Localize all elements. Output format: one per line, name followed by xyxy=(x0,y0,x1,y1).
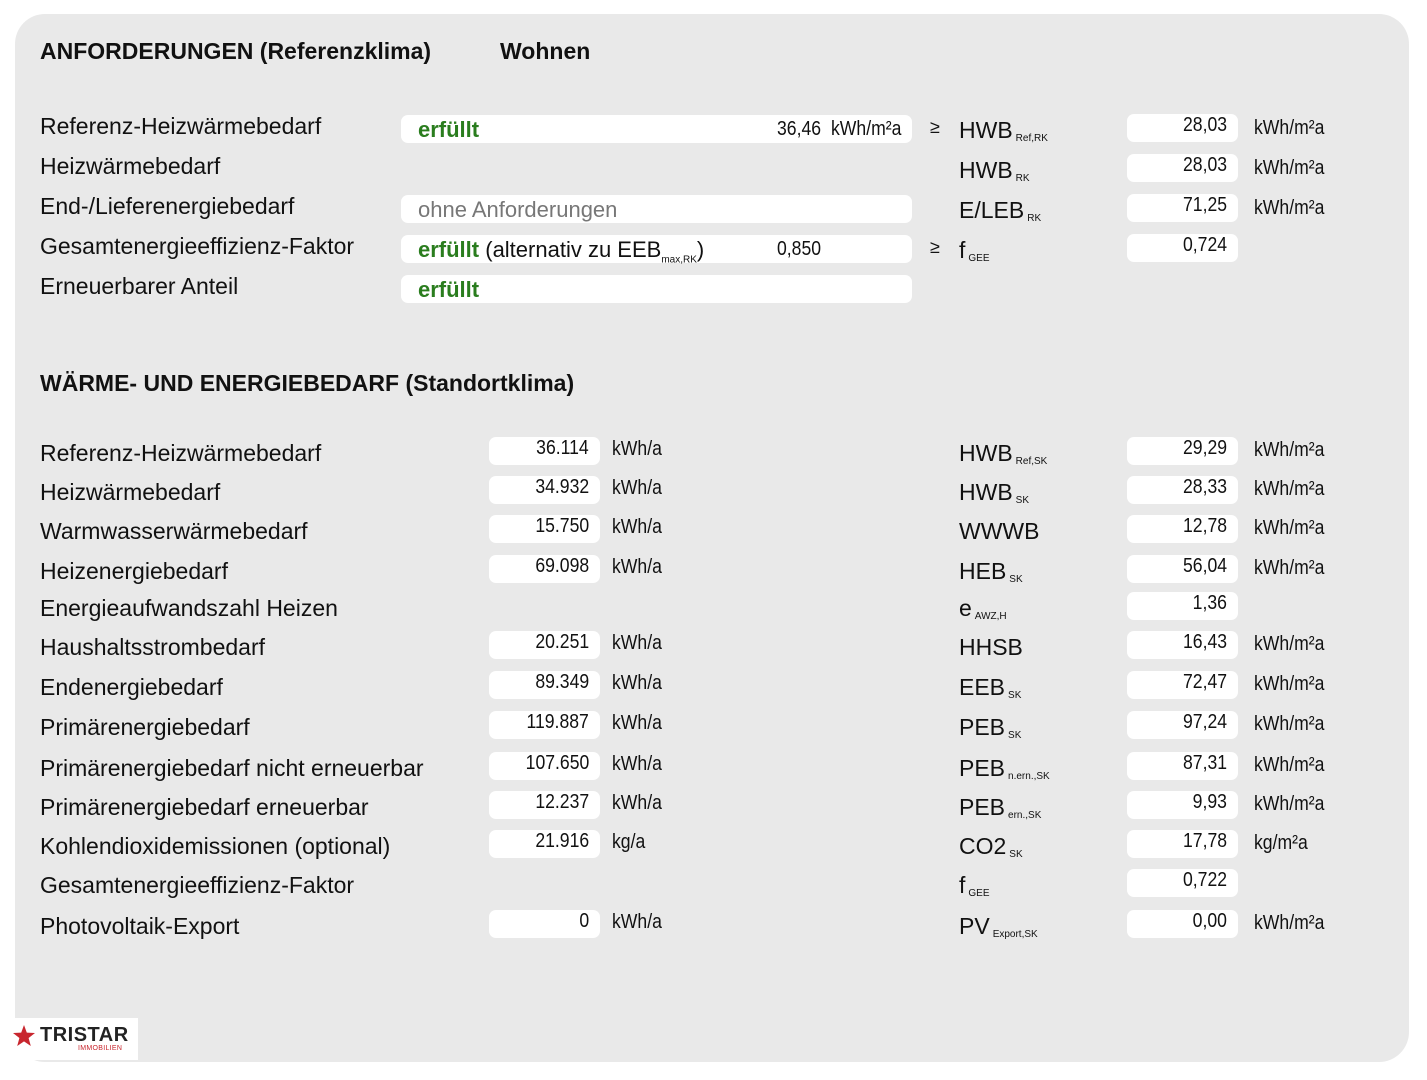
symbol: f $_{GEE}$ xyxy=(959,237,990,264)
symbol: HWB $_{Ref,RK}$ xyxy=(959,117,1048,144)
status-box xyxy=(401,115,912,143)
value-unit: kWh/m²a xyxy=(1254,517,1325,539)
absolute-value: 69.098 xyxy=(535,555,589,577)
status-extra: (alternativ zu EEB xyxy=(479,237,662,262)
value-box xyxy=(1127,711,1238,739)
value-unit: kWh/m²a xyxy=(1254,673,1325,695)
symbol-subscript: SK xyxy=(1009,574,1023,585)
symbol-subscript: Ref,RK xyxy=(1015,133,1048,144)
value-unit: kWh/m²a xyxy=(1254,912,1325,934)
symbol-subscript: SK xyxy=(1009,849,1023,860)
value: 71,25 xyxy=(1182,194,1227,216)
value-box xyxy=(1127,910,1238,938)
value: 16,43 xyxy=(1182,631,1227,653)
status-box xyxy=(401,235,912,266)
absolute-value: 119.887 xyxy=(526,711,589,733)
value-unit: kWh/m²a xyxy=(1254,633,1325,655)
value-unit: kg/m²a xyxy=(1254,832,1308,854)
symbol-subscript: GEE xyxy=(968,253,990,264)
symbol: HWB $_{RK}$ xyxy=(959,157,1030,184)
value-unit: kWh/m²a xyxy=(1254,117,1325,139)
absolute-unit: kWh/a xyxy=(612,632,662,654)
symbol-subscript: SK xyxy=(1008,730,1022,741)
value-box xyxy=(1127,234,1238,262)
section2-title: WÄRME- UND ENERGIEBEDARF (Standortklima) xyxy=(40,370,575,396)
symbol: E/LEB $_{RK}$ xyxy=(959,197,1042,224)
row-label: Heizwärmebedarf xyxy=(40,479,221,505)
value-unit: kWh/m²a xyxy=(1254,478,1325,500)
row-label: Heizwärmebedarf xyxy=(40,153,221,179)
row-label: Warmwasserwärmebedarf xyxy=(40,518,308,544)
value-box xyxy=(1127,437,1238,465)
value-box xyxy=(1127,194,1238,222)
value-box xyxy=(1127,631,1238,659)
comparison: ≥ xyxy=(930,117,940,137)
absolute-box xyxy=(489,555,600,583)
value: 0,722 xyxy=(1182,869,1227,891)
absolute-unit: kWh/a xyxy=(612,477,662,499)
absolute-value: 15.750 xyxy=(535,515,589,537)
symbol: HEB $_{SK}$ xyxy=(959,558,1023,585)
value-box xyxy=(1127,869,1238,897)
value: 97,24 xyxy=(1182,711,1227,733)
row-label: Photovoltaik-Export xyxy=(40,913,240,939)
row-label: Energieaufwandszahl Heizen xyxy=(40,595,338,621)
star-logo-icon xyxy=(12,1024,36,1048)
absolute-unit: kWh/a xyxy=(612,516,662,538)
symbol-subscript: Export,SK xyxy=(992,929,1038,940)
symbol: e $_{AWZ,H}$ xyxy=(959,595,1007,622)
status-none: ohne Anforderungen xyxy=(418,197,618,222)
value-unit: kWh/m²a xyxy=(1254,439,1325,461)
status-ok: erfüllt xyxy=(418,117,480,142)
absolute-unit: kWh/a xyxy=(612,911,662,933)
status-box xyxy=(401,195,912,223)
absolute-box xyxy=(489,437,600,465)
absolute-box xyxy=(489,515,600,543)
usage-label: Wohnen xyxy=(500,38,591,64)
value-box xyxy=(1127,476,1238,504)
value-unit: kWh/m²a xyxy=(1254,557,1325,579)
value: 1,36 xyxy=(1192,592,1227,614)
absolute-box xyxy=(489,671,600,699)
row-label: Haushaltsstrombedarf xyxy=(40,634,265,660)
symbol-subscript: SK xyxy=(1008,690,1022,701)
value-box xyxy=(1127,830,1238,858)
value: 56,04 xyxy=(1182,555,1227,577)
limit-unit: kWh/m²a xyxy=(831,118,902,140)
row-label: Gesamtenergieeffizienz-Faktor xyxy=(40,233,355,259)
symbol-subscript: RK xyxy=(1015,173,1030,184)
symbol-subscript: RK xyxy=(1027,213,1042,224)
value: 0,724 xyxy=(1182,234,1227,256)
row-label: Primärenergiebedarf erneuerbar xyxy=(40,794,369,820)
symbol: CO2 $_{SK}$ xyxy=(959,833,1023,860)
comparison: ≥ xyxy=(930,237,940,257)
absolute-unit: kg/a xyxy=(612,831,646,853)
symbol-subscript: n.ern.,SK xyxy=(1008,771,1050,782)
absolute-value: 36.114 xyxy=(536,437,589,459)
status-text xyxy=(418,117,479,143)
absolute-unit: kWh/a xyxy=(612,556,662,578)
row-label: Referenz-Heizwärmebedarf xyxy=(40,440,322,466)
status-ok: erfüllt xyxy=(418,237,480,262)
row-label: Referenz-Heizwärmebedarf xyxy=(40,113,322,139)
status-subscript: max,RK xyxy=(661,254,697,266)
status-ok: erfüllt xyxy=(418,277,480,302)
symbol-subscript: ern.,SK xyxy=(1008,810,1042,821)
symbol: PEB $_{SK}$ xyxy=(959,714,1022,741)
value: 0,00 xyxy=(1192,910,1227,932)
status-text xyxy=(418,197,617,223)
logo-tag: IMMOBILIEN xyxy=(78,1045,123,1052)
value-box xyxy=(1127,515,1238,543)
absolute-box xyxy=(489,752,600,780)
symbol: HWB $_{Ref,SK}$ xyxy=(959,440,1048,467)
logo-brand: TRISTAR xyxy=(40,1024,129,1046)
value-unit: kWh/m²a xyxy=(1254,713,1325,735)
status-close: ) xyxy=(696,237,705,262)
absolute-box xyxy=(489,791,600,819)
absolute-unit: kWh/a xyxy=(612,753,662,775)
row-label: Gesamtenergieeffizienz-Faktor xyxy=(40,872,355,898)
symbol: PEB $_{ern.,SK}$ xyxy=(959,794,1042,821)
value-box xyxy=(1127,592,1238,620)
absolute-box xyxy=(489,631,600,659)
row-label: Primärenergiebedarf nicht erneuerbar xyxy=(40,755,424,781)
absolute-unit: kWh/a xyxy=(612,792,662,814)
absolute-box xyxy=(489,476,600,504)
value: 72,47 xyxy=(1182,671,1227,693)
value-unit: kWh/m²a xyxy=(1254,793,1325,815)
absolute-value: 34.932 xyxy=(535,476,589,498)
symbol-subscript: AWZ,H xyxy=(974,611,1007,622)
tristar-logo xyxy=(0,1018,138,1060)
absolute-box xyxy=(489,910,600,938)
absolute-box xyxy=(489,830,600,858)
row-label: Endenergiebedarf xyxy=(40,674,223,700)
value-unit: kWh/m²a xyxy=(1254,754,1325,776)
symbol: EEB $_{SK}$ xyxy=(959,674,1022,701)
value-box xyxy=(1127,114,1238,142)
value-box xyxy=(1127,671,1238,699)
symbol-subscript: Ref,SK xyxy=(1015,456,1048,467)
value: 28,03 xyxy=(1182,154,1227,176)
symbol: HWB $_{SK}$ xyxy=(959,479,1030,506)
section1-title: ANFORDERUNGEN (Referenzklima) xyxy=(40,38,432,64)
absolute-value: 12.237 xyxy=(535,791,589,813)
symbol-subscript: SK xyxy=(1015,495,1030,506)
value: 28,03 xyxy=(1182,114,1227,136)
status-text xyxy=(418,277,479,303)
value: 17,78 xyxy=(1182,830,1227,852)
value-box xyxy=(1127,154,1238,182)
limit-value: 36,46 xyxy=(776,118,821,140)
row-label: Kohlendioxidemissionen (optional) xyxy=(40,833,391,859)
absolute-unit: kWh/a xyxy=(612,672,662,694)
symbol: PEB $_{n.ern.,SK}$ xyxy=(959,755,1050,782)
row-label: End-/Lieferenergiebedarf xyxy=(40,193,295,219)
status-box xyxy=(401,275,912,303)
value: 29,29 xyxy=(1182,437,1227,459)
symbol: HHSB xyxy=(959,634,1023,660)
status-text xyxy=(418,237,704,265)
value-box xyxy=(1127,752,1238,780)
absolute-value: 107.650 xyxy=(525,752,589,774)
value: 87,31 xyxy=(1182,752,1227,774)
symbol-subscript: GEE xyxy=(968,888,990,899)
absolute-unit: kWh/a xyxy=(612,438,662,460)
value: 9,93 xyxy=(1192,791,1227,813)
symbol: PV $_{Export,SK}$ xyxy=(959,913,1038,940)
absolute-value: 89.349 xyxy=(535,671,589,693)
limit-value: 0,850 xyxy=(776,238,821,260)
value-box xyxy=(1127,555,1238,583)
value-box xyxy=(1127,791,1238,819)
row-label: Heizenergiebedarf xyxy=(40,558,228,584)
value: 28,33 xyxy=(1182,476,1227,498)
row-label: Primärenergiebedarf xyxy=(40,714,250,740)
value: 12,78 xyxy=(1182,515,1227,537)
absolute-value: 20.251 xyxy=(535,631,589,653)
value-unit: kWh/m²a xyxy=(1254,157,1325,179)
absolute-box xyxy=(489,711,600,739)
absolute-value: 0 xyxy=(579,910,589,932)
value-unit: kWh/m²a xyxy=(1254,197,1325,219)
absolute-unit: kWh/a xyxy=(612,712,662,734)
symbol: WWWB xyxy=(959,518,1040,544)
symbol: f $_{GEE}$ xyxy=(959,872,990,899)
absolute-value: 21.916 xyxy=(535,830,589,852)
row-label: Erneuerbarer Anteil xyxy=(40,273,239,299)
